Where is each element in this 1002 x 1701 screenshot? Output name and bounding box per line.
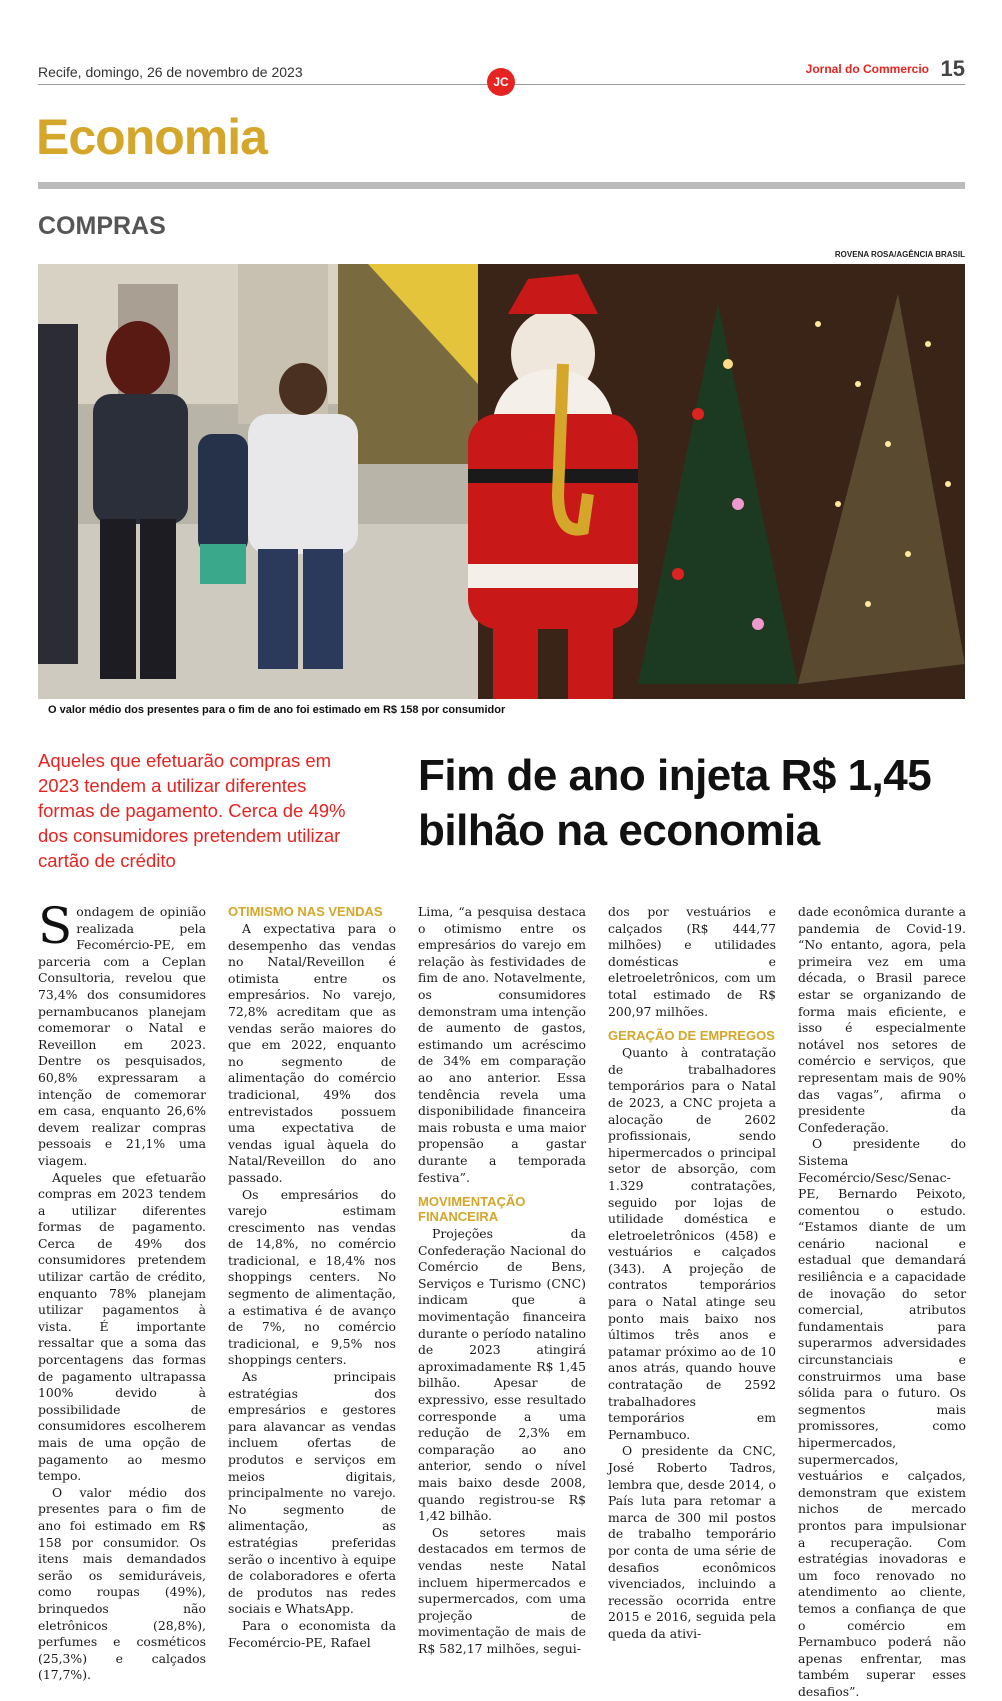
article-paragraph: Projeções da Confederação Nacional do Comércio de Bens, Serviços e Turismo (CNC) indicam que a movimentação financeira durante o período natalino de 2023 atingirá aproximadamente R$ 1,45 bilhão. Apesar de expressivo, esse resultado corresponde a uma redução de 2,3% em comparação ao ano anterior, sendo o nível mais baixo desde 2008, quando registrou-se R$ 1,42 bilhão. (418, 1226, 586, 1524)
standfirst: Aqueles que efetuarão compras em 2023 tendem a utilizar diferentes formas de pagamento. Cerca de 49% dos consumidores pretendem utilizar cartão de crédito (38, 750, 346, 871)
article-paragraph: A expectativa para o desempenho das vendas no Natal/Reveillon é otimista entre os empresários. No varejo, 72,8% acreditam que as vendas serão maiores do que em 2022, enquanto no segmento de alimentação do comércio tradicional, 49% dos entrevistados possuem uma expectativa de vendas igual àquela do Natal/Reveillon do ano passado. (228, 921, 396, 1185)
article-paragraph: dade econômica durante a pandemia de Covid-19. “No entanto, agora, pela primeira vez em uma década, o Brasil parece estar se organizando de forma mais eficiente, e isso é especialmente notável nos setores de comércio e serviços, que representam mais de 90% das vagas”, afirma o presidente da Confederação. (798, 904, 966, 1135)
article-column-3 (418, 904, 586, 1658)
article-paragraph: Os setores mais destacados em termos de vendas neste Natal incluem hipermercados e supermercados, com uma projeção de movimentação de mais de R$ 582,17 milhões, segui- (418, 1524, 586, 1656)
dropcap: S (38, 897, 73, 955)
article-column-1 (38, 897, 206, 1684)
article-column-5 (798, 904, 966, 1701)
article-paragraph: Quanto à contratação de trabalhadores temporários para o Natal de 2023, a CNC projeta a alocação de 2602 profissionais, sendo hipermercados o principal setor de absorção, com 1.329 contratações, seguido por lojas de utilidade doméstica e eletroeletrônicos (458) e vestuários e calçados (343). A projeção de contratos temporários para o Natal atinge seu ponto mais baixo nos últimos três anos e patamar próximo ao de 10 anos atrás, quando houve contratação de 2592 trabalhadores temporários em Pernambuco. (608, 1045, 776, 1442)
section-title: Economia (36, 109, 267, 165)
article-paragraph: O presidente da CNC, José Roberto Tadros, lembra que, desde 2014, o País luta para retomar a marca de 300 mil postos de trabalho temporário por conta de uma série de desafios econômicos vivenciados, incluindo a recessão ocorrida entre 2015 e 2016, seguida pela queda da ativi- (608, 1443, 776, 1641)
subheading: MOVIMENTAÇÃO FINANCEIRA (418, 1194, 526, 1225)
article-paragraph: O valor médio dos presentes para o fim de ano foi estimado em R$ 158 por consumidor. Os itens mais demandados serão os semiduráveis, como roupas (49%), brinquedos não eletrônicos (28,8%), perfumes e cosméticos (25,3%) e calçados (17,7%). (38, 1484, 206, 1683)
photo-credit: ROVENA ROSA/AGÊNCIA BRASIL (834, 250, 965, 259)
page-header (38, 56, 965, 89)
subheading: OTIMISMO NAS VENDAS (228, 904, 383, 919)
jc-logo: JC (487, 68, 515, 96)
edition-date: Recife, domingo, 26 de novembro de 2023 (38, 64, 303, 80)
article-paragraph: As principais estratégias dos empresários e gestores para alavancar as vendas incluem ofertas de produtos e serviços em meios digitais, principalmente no varejo. No segmento de alimentação, as estratégias preferidas serão o incentivo à equipe de colaboradores e oferta de produtos nas redes sociais e WhatsApp. (228, 1369, 396, 1617)
headline: Fim de ano injeta R$ 1,45 bilhão na economia (418, 751, 932, 855)
subheading: GERAÇÃO DE EMPREGOS (608, 1028, 775, 1044)
section-divider (38, 182, 965, 189)
photo-caption: O valor médio dos presentes para o fim de ano foi estimado em R$ 158 por consumidor (48, 704, 506, 716)
article-paragraph: Para o economista da Fecomércio-PE, Rafael (228, 1617, 396, 1650)
article-paragraph: Sondagem de opinião realizada pela Fecomércio-PE, em parceria com a Ceplan Consultoria, revelou que 73,4% dos consumidores pernambucanos planejam comemorar o Natal e Reveillon em 2023. Dentre os pesquisados, 60,8% expressaram a intenção de comemorar em casa, enquanto 26,6% devem realizar compras pessoais e 21,1% uma viagem. (38, 897, 206, 1168)
article-photo (38, 264, 965, 699)
article-paragraph: Os empresários do varejo estimam crescimento nas vendas de 14,8%, no comércio tradicional, e 18,4% nos shoppings centers. No segmento de alimentação, a estimativa é de avanço de 7%, no comércio tradicional, e 9,5% nos shoppings centers. (228, 1186, 396, 1368)
article-paragraph: O presidente do Sistema Fecomércio/Sesc/Senac-PE, Bernardo Peixoto, comentou o estudo. “Estamos diante de um cenário nacional e estadual que demandará resiliência e a capacidade de inovação do setor comercial, atributos fundamentais para superarmos adversidades circunstanciais e construirmos uma base sólida para o futuro. Os segmentos mais promissores, como hipermercados, supermercados, vestuários e calçados, demonstram que existem nichos de mercado prontos para impulsionar a recuperação. Com estratégias inovadoras e um foco renovado no atendimento ao cliente, temos a confiança de que o comércio em Pernambuco poderá não apenas enfrentar, mas também superar esses desafios”. (798, 1136, 966, 1699)
article-paragraph: Lima, “a pesquisa destaca o otimismo entre os empresários do varejo em relação às festividades de fim de ano. Notavelmente, os consumidores demonstram uma intenção de aumento de gastos, estimando um acréscimo de 34% em comparação ao ano anterior. Essa tendência revela uma disponibilidade financeira mais robusta e uma maior propensão a gastar durante a temporada festiva”. (418, 904, 586, 1185)
article-paragraph: dos por vestuários e calçados (R$ 444,77 milhões) e utilidades domésticas e eletroeletrônicos, com um total estimado de R$ 200,97 milhões. (608, 904, 776, 1019)
article-column-4 (608, 904, 776, 1643)
kicker: COMPRAS (38, 212, 166, 240)
article-paragraph: Aqueles que efetuarão compras em 2023 tendem a utilizar diferentes formas de pagamento. Cerca de 49% dos consumidores pretendem utilizar cartão de crédito, enquanto 78% planejam utilizar pagamentos à vista. É importante ressaltar que a soma das porcentagens das formas de pagamento ultrapassa 100% devido à possibilidade de consumidores escolherem mais de uma opção de pagamento ao mesmo tempo. (38, 1169, 206, 1484)
page-number: 15 (940, 56, 965, 81)
article-column-2 (228, 904, 396, 1651)
masthead: Jornal do Commercio (805, 62, 929, 76)
